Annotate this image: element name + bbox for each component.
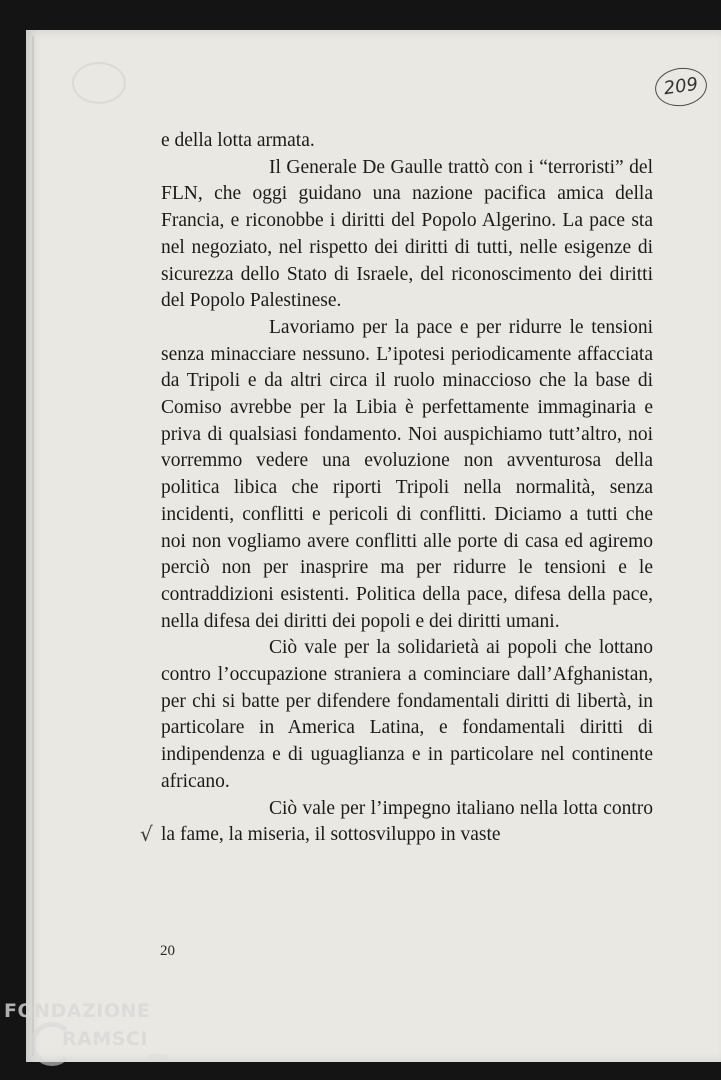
watermark-logo [0, 1000, 200, 1080]
archive-number-stamp: 209 [653, 65, 710, 110]
watermark-line2: RAMSCI [62, 1028, 148, 1050]
page-binding-edge [32, 36, 34, 1056]
watermark-line1: FONDAZIONE [4, 1000, 151, 1022]
margin-check-mark: √ [140, 822, 153, 846]
page-number: 20 [160, 943, 175, 959]
paragraph-3: Lavoriamo per la pace e per ridurre le tensioni senza minacciare nessuno. L’ipotesi periodicamente affacciata da Tripoli e da altri circa il ruolo minaccioso che la base di Comiso avrebbe per la Libia è perfettamente immaginaria e priva di qualsiasi fondamento. Noi auspichiamo tutt’altro, noi vorremmo vedere una evoluzione non avventurosa della politica libica che riporti Tripoli nella normalità, senza incidenti, conflitti e pericoli di conflitti. Diciamo a tutti che noi non vogliamo avere conflitti alle porte di casa ed agiremo perciò non per inasprire ma per ridurre le tensioni e le contraddizioni esistenti. Politica della pace, difesa della pace, nella difesa dei diritti dei popoli e dei diritti umani. [161, 316, 653, 632]
paragraph-1: e della lotta armata. [161, 130, 315, 151]
body-text [161, 128, 653, 849]
show-through-stamp [72, 62, 126, 104]
paragraph-4: Ciò vale per la solidarietà ai popoli che lottano contro l’occupazione straniera a cominciare dall’Afghanistan, per chi si batte per difendere fondamentali diritti di libertà, in particolare in America Latina, e fondamentali diritti di indipendenza e di uguaglianza e in particolare nel continente africano. [161, 637, 653, 792]
paragraph-2: Il Generale De Gaulle trattò con i “terroristi” del FLN, che oggi guidano una nazione pacifica amica della Francia, e riconobbe i diritti del Popolo Algerino. La pace sta nel negoziato, nel rispetto dei diritti di tutti, nelle esigenze di sicurezza dello Stato di Israele, del riconoscimento dei diritti del Popolo Palestinese. [161, 156, 653, 312]
paragraph-5: Ciò vale per l’impegno italiano nella lotta contro la fame, la miseria, il sottosviluppo in vaste [161, 797, 653, 846]
watermark-suffix: onlus [148, 1052, 170, 1061]
